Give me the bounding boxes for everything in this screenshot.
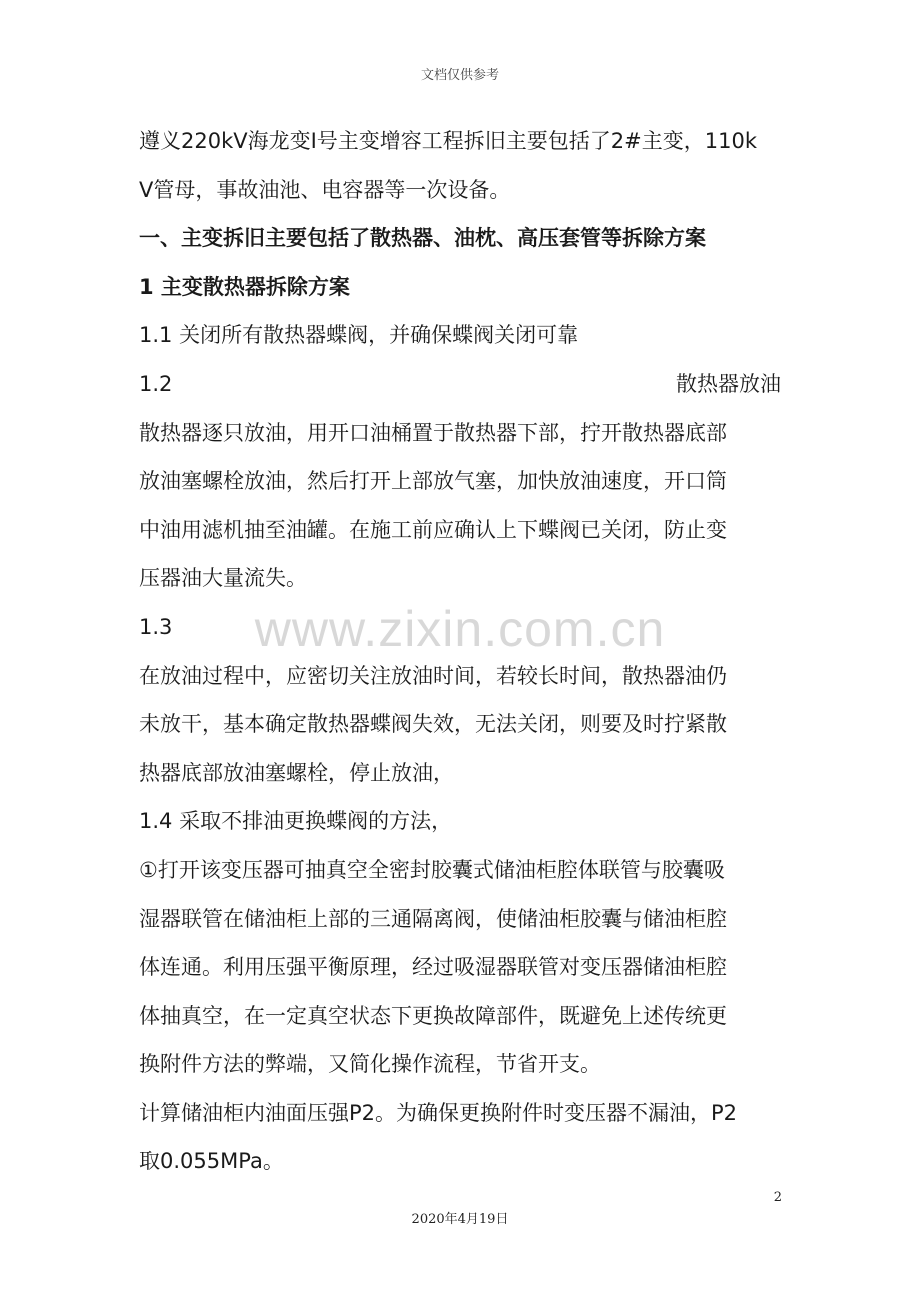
paragraph-line: 遵义220kV海龙变Ⅰ号主变增容工程拆旧主要包括了2#主变，110k [139, 129, 758, 153]
page-footer-date: 2020年4月19日 [411, 1212, 509, 1227]
item-number: 1.3 [139, 614, 173, 639]
section-heading: 一、主变拆旧主要包括了散热器、油枕、高压套管等拆除方案 [139, 226, 706, 251]
paragraph-line: 体连通。利用压强平衡原理，经过吸湿器联管对变压器储油柜腔 [139, 955, 727, 980]
paragraph-line: 压器油大量流失。 [139, 566, 307, 591]
item-title: 散热器放油 [676, 371, 781, 396]
paragraph-line: 未放干，基本确定散热器蝶阀失效，无法关闭，则要及时拧紧散 [139, 712, 727, 737]
paragraph-line: 热器底部放油塞螺栓，停止放油， [139, 760, 454, 785]
paragraph-line: 湿器联管在储油柜上部的三通隔离阀，使储油柜胶囊与储油柜腔 [139, 906, 727, 931]
paragraph-line: 在放油过程中，应密切关注放油时间，若较长时间，散热器油仍 [139, 663, 727, 688]
page-number: 2 [773, 1190, 782, 1205]
paragraph-line: 中油用滤机抽至油罐。在施工前应确认上下蝶阀已关闭，防止变 [139, 517, 727, 542]
paragraph-line: 换附件方法的弊端，又简化操作流程，节省开支。 [139, 1052, 601, 1077]
paragraph-line: 取0.055MPa。 [139, 1149, 284, 1174]
document-body [139, 117, 781, 1186]
watermark: www.zixin.com.cn [254, 601, 666, 657]
page-header: 文档仅供参考 [420, 68, 499, 83]
paragraph-line: 放油塞螺栓放油，然后打开上部放气塞，加快放油速度，开口筒 [139, 469, 727, 494]
paragraph-line: 散热器逐只放油，用开口油桶置于散热器下部，拧开散热器底部 [139, 420, 727, 445]
subsection-heading: 1 主变散热器拆除方案 [139, 274, 350, 299]
paragraph-line: V管母，事故油池、电容器等一次设备。 [139, 177, 511, 202]
item-1-2-row [139, 360, 781, 409]
paragraph-line: 体抽真空，在一定真空状态下更换故障部件，既避免上述传统更 [139, 1003, 727, 1028]
paragraph-line: 1.1 关闭所有散热器蝶阀，并确保蝶阀关闭可靠 [139, 323, 579, 348]
paragraph-line: 1.4 采取不排油更换蝶阀的方法， [139, 809, 453, 834]
paragraph-line: ①打开该变压器可抽真空全密封胶囊式储油柜腔体联管与胶囊吸 [139, 857, 725, 882]
paragraph-line: 计算储油柜内油面压强P2。为确保更换附件时变压器不漏油，P2 [139, 1100, 738, 1125]
item-number: 1.2 [139, 371, 173, 396]
